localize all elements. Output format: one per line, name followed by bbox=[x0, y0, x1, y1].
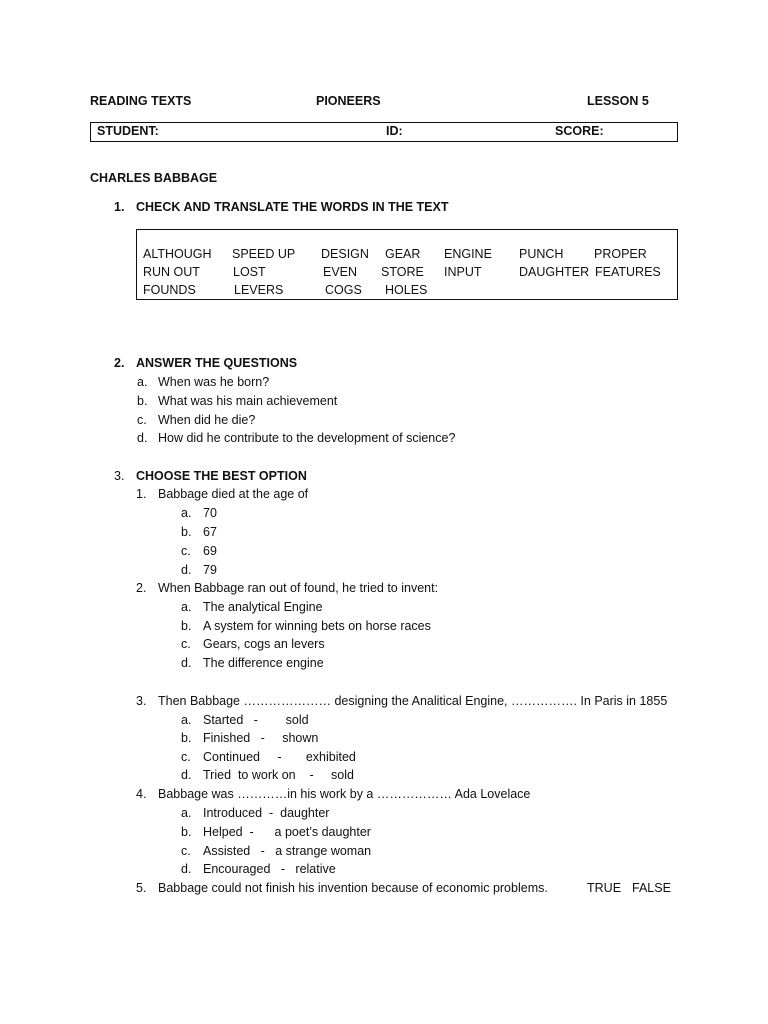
option-letter: a. bbox=[181, 806, 192, 820]
question-text: When was he born? bbox=[158, 375, 270, 389]
question-letter: b. bbox=[137, 394, 148, 408]
option-text: Gears, cogs an levers bbox=[203, 637, 325, 651]
score-label: SCORE: bbox=[555, 124, 604, 138]
option-text: Helped - a poet’s daughter bbox=[203, 825, 371, 839]
vocab-word: COGS bbox=[325, 283, 362, 297]
vocab-word: RUN OUT bbox=[143, 265, 200, 279]
header-right: LESSON 5 bbox=[587, 94, 649, 108]
mc-question-number: 3. bbox=[136, 694, 147, 708]
option-text: Started - sold bbox=[203, 713, 309, 727]
option-letter: b. bbox=[181, 525, 192, 539]
mc-question-number: 5. bbox=[136, 881, 147, 895]
question-letter: d. bbox=[137, 431, 148, 445]
mc-question-number: 4. bbox=[136, 787, 147, 801]
option-letter: a. bbox=[181, 506, 192, 520]
question-letter: c. bbox=[137, 413, 147, 427]
option-text: Finished - shown bbox=[203, 731, 319, 745]
option-text: Encouraged - relative bbox=[203, 862, 336, 876]
section1-heading: CHECK AND TRANSLATE THE WORDS IN THE TEXT bbox=[136, 200, 449, 214]
section2-number: 2. bbox=[114, 356, 125, 370]
vocab-word: PROPER bbox=[594, 247, 647, 261]
option-letter: c. bbox=[181, 544, 191, 558]
vocab-word: ENGINE bbox=[444, 247, 492, 261]
section2-heading: ANSWER THE QUESTIONS bbox=[136, 356, 298, 370]
option-text: The difference engine bbox=[203, 656, 324, 670]
false-label: FALSE bbox=[632, 881, 671, 895]
vocab-word: INPUT bbox=[444, 265, 482, 279]
option-text: 79 bbox=[203, 563, 217, 577]
vocab-word: LOST bbox=[233, 265, 266, 279]
vocab-word: EVEN bbox=[323, 265, 358, 279]
mc-question-text: Babbage could not finish his invention because of economic problems. bbox=[158, 881, 548, 895]
document-title: CHARLES BABBAGE bbox=[90, 171, 218, 185]
option-letter: b. bbox=[181, 619, 192, 633]
option-text: Assisted - a strange woman bbox=[203, 844, 372, 858]
option-letter: d. bbox=[181, 656, 192, 670]
vocab-word: DESIGN bbox=[321, 247, 369, 261]
option-text: Continued - exhibited bbox=[203, 750, 356, 764]
vocab-word: ALTHOUGH bbox=[143, 247, 212, 261]
vocab-word: GEAR bbox=[385, 247, 421, 261]
option-text: The analytical Engine bbox=[203, 600, 323, 614]
vocab-word: STORE bbox=[381, 265, 424, 279]
option-letter: d. bbox=[181, 768, 192, 782]
option-text: 70 bbox=[203, 506, 217, 520]
option-text: 67 bbox=[203, 525, 217, 539]
section3-number: 3. bbox=[114, 469, 125, 483]
question-text: How did he contribute to the development of science? bbox=[158, 431, 456, 445]
mc-question-text: When Babbage ran out of found, he tried to invent: bbox=[158, 581, 439, 595]
id-label: ID: bbox=[386, 124, 403, 138]
section1-number: 1. bbox=[114, 200, 125, 214]
option-letter: c. bbox=[181, 637, 191, 651]
mc-question-number: 2. bbox=[136, 581, 147, 595]
question-text: What was his main achievement bbox=[158, 394, 338, 408]
question-text: When did he die? bbox=[158, 413, 256, 427]
vocab-word: FOUNDS bbox=[143, 283, 196, 297]
question-letter: a. bbox=[137, 375, 148, 389]
option-letter: c. bbox=[181, 750, 191, 764]
option-letter: b. bbox=[181, 731, 192, 745]
mc-question-number: 1. bbox=[136, 487, 147, 501]
option-letter: a. bbox=[181, 600, 192, 614]
option-text: Introduced - daughter bbox=[203, 806, 330, 820]
option-letter: c. bbox=[181, 844, 191, 858]
true-label: TRUE bbox=[587, 881, 622, 895]
mc-question-text: Babbage was …………in his work by a ……………… Ada Lovelace bbox=[158, 787, 531, 801]
student-label: STUDENT: bbox=[97, 124, 159, 138]
option-letter: d. bbox=[181, 563, 192, 577]
option-text: A system for winning bets on horse races bbox=[203, 619, 431, 633]
vocab-word: SPEED UP bbox=[232, 247, 296, 261]
mc-question-text: Babbage died at the age of bbox=[158, 487, 309, 501]
option-letter: a. bbox=[181, 713, 192, 727]
option-text: 69 bbox=[203, 544, 217, 558]
section3-heading: CHOOSE THE BEST OPTION bbox=[136, 469, 307, 483]
vocab-word: DAUGHTER bbox=[519, 265, 590, 279]
vocab-word: FEATURES bbox=[595, 265, 661, 279]
option-text: Tried to work on - sold bbox=[203, 768, 354, 782]
option-letter: b. bbox=[181, 825, 192, 839]
mc-question-text: Then Babbage ………………… designing the Analitical Engine, ……………. In Paris in 1855 bbox=[158, 694, 668, 708]
option-letter: d. bbox=[181, 862, 192, 876]
vocab-word: LEVERS bbox=[234, 283, 284, 297]
vocab-word: HOLES bbox=[385, 283, 428, 297]
header-center: PIONEERS bbox=[316, 94, 381, 108]
vocab-word: PUNCH bbox=[519, 247, 564, 261]
header-left: READING TEXTS bbox=[90, 94, 192, 108]
